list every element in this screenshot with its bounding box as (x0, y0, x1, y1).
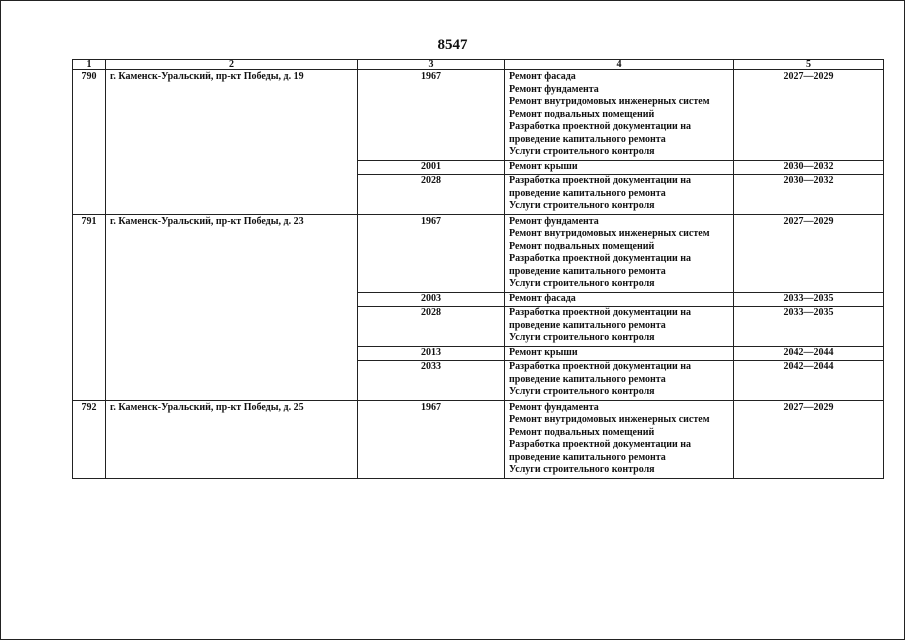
column-header: 4 (505, 60, 734, 70)
building-address: г. Каменск-Уральский, пр-кт Победы, д. 19 (106, 70, 358, 215)
work-item: Ремонт подвальных помещений (509, 426, 655, 438)
works-cell (505, 361, 734, 401)
work-item: Ремонт подвальных помещений (509, 240, 655, 252)
work-item: Ремонт крыши (509, 346, 578, 358)
work-item: проведение капитального ремонта (509, 265, 666, 277)
work-item: Ремонт подвальных помещений (509, 108, 655, 120)
table-header-row (73, 60, 884, 70)
repair-schedule-table (72, 59, 884, 479)
work-item: Разработка проектной документации на (509, 439, 692, 450)
period-cell: 2027—2029 (734, 400, 884, 478)
year-cell: 2028 (358, 175, 505, 215)
work-item: Ремонт крыши (509, 160, 578, 172)
work-item: проведение капитального ремонта (509, 319, 666, 331)
year-cell: 2013 (358, 346, 505, 361)
year-cell: 1967 (358, 70, 505, 161)
entry-number: 791 (73, 214, 106, 400)
work-item: проведение капитального ремонта (509, 133, 666, 145)
work-item: проведение капитального ремонта (509, 373, 666, 385)
table-row (73, 70, 884, 161)
work-item: Ремонт фасада (509, 71, 576, 82)
work-item: Услуги строительного контроля (509, 200, 655, 211)
work-item: Услуги строительного контроля (509, 332, 655, 343)
work-item: Ремонт фундамента (509, 215, 599, 227)
works-cell (505, 400, 734, 478)
period-cell: 2042—2044 (734, 361, 884, 401)
work-item: проведение капитального ремонта (509, 187, 666, 199)
works-cell (505, 70, 734, 161)
works-cell (505, 346, 734, 361)
column-header: 5 (734, 60, 884, 70)
work-item: Ремонт внутридомовых инженерных систем (509, 414, 710, 425)
works-cell (505, 175, 734, 215)
period-cell: 2030—2032 (734, 175, 884, 215)
work-item: Ремонт внутридомовых инженерных систем (509, 96, 710, 107)
work-item: Ремонт фундамента (509, 401, 599, 413)
building-address: г. Каменск-Уральский, пр-кт Победы, д. 23 (106, 214, 358, 400)
work-item: Разработка проектной документации на (509, 253, 692, 264)
column-header: 2 (106, 60, 358, 70)
work-item: Услуги строительного контроля (509, 146, 655, 157)
work-item: Разработка проектной документации на (509, 361, 692, 372)
year-cell: 2001 (358, 160, 505, 175)
table-row (73, 400, 884, 478)
work-item: Услуги строительного контроля (509, 278, 655, 289)
works-cell (505, 292, 734, 307)
works-cell (505, 160, 734, 175)
work-item: проведение капитального ремонта (509, 451, 666, 463)
year-cell: 2003 (358, 292, 505, 307)
year-cell: 1967 (358, 400, 505, 478)
work-item: Разработка проектной документации на (509, 307, 692, 318)
work-item: Ремонт фасада (509, 292, 576, 304)
period-cell: 2027—2029 (734, 214, 884, 292)
building-address: г. Каменск-Уральский, пр-кт Победы, д. 25 (106, 400, 358, 478)
work-item: Разработка проектной документации на (509, 175, 692, 186)
column-header: 1 (73, 60, 106, 70)
work-item: Услуги строительного контроля (509, 386, 655, 397)
period-cell: 2033—2035 (734, 292, 884, 307)
year-cell: 1967 (358, 214, 505, 292)
works-cell (505, 307, 734, 347)
period-cell: 2033—2035 (734, 307, 884, 347)
work-item: Услуги строительного контроля (509, 464, 655, 475)
work-item: Разработка проектной документации на (509, 121, 692, 132)
year-cell: 2028 (358, 307, 505, 347)
period-cell: 2030—2032 (734, 160, 884, 175)
period-cell: 2042—2044 (734, 346, 884, 361)
entry-number: 792 (73, 400, 106, 478)
table-row (73, 214, 884, 292)
work-item: Ремонт внутридомовых инженерных систем (509, 228, 710, 239)
year-cell: 2033 (358, 361, 505, 401)
column-header: 3 (358, 60, 505, 70)
period-cell: 2027—2029 (734, 70, 884, 161)
works-cell (505, 214, 734, 292)
page-number: 8547 (437, 37, 468, 53)
entry-number: 790 (73, 70, 106, 215)
work-item: Ремонт фундамента (509, 83, 599, 95)
